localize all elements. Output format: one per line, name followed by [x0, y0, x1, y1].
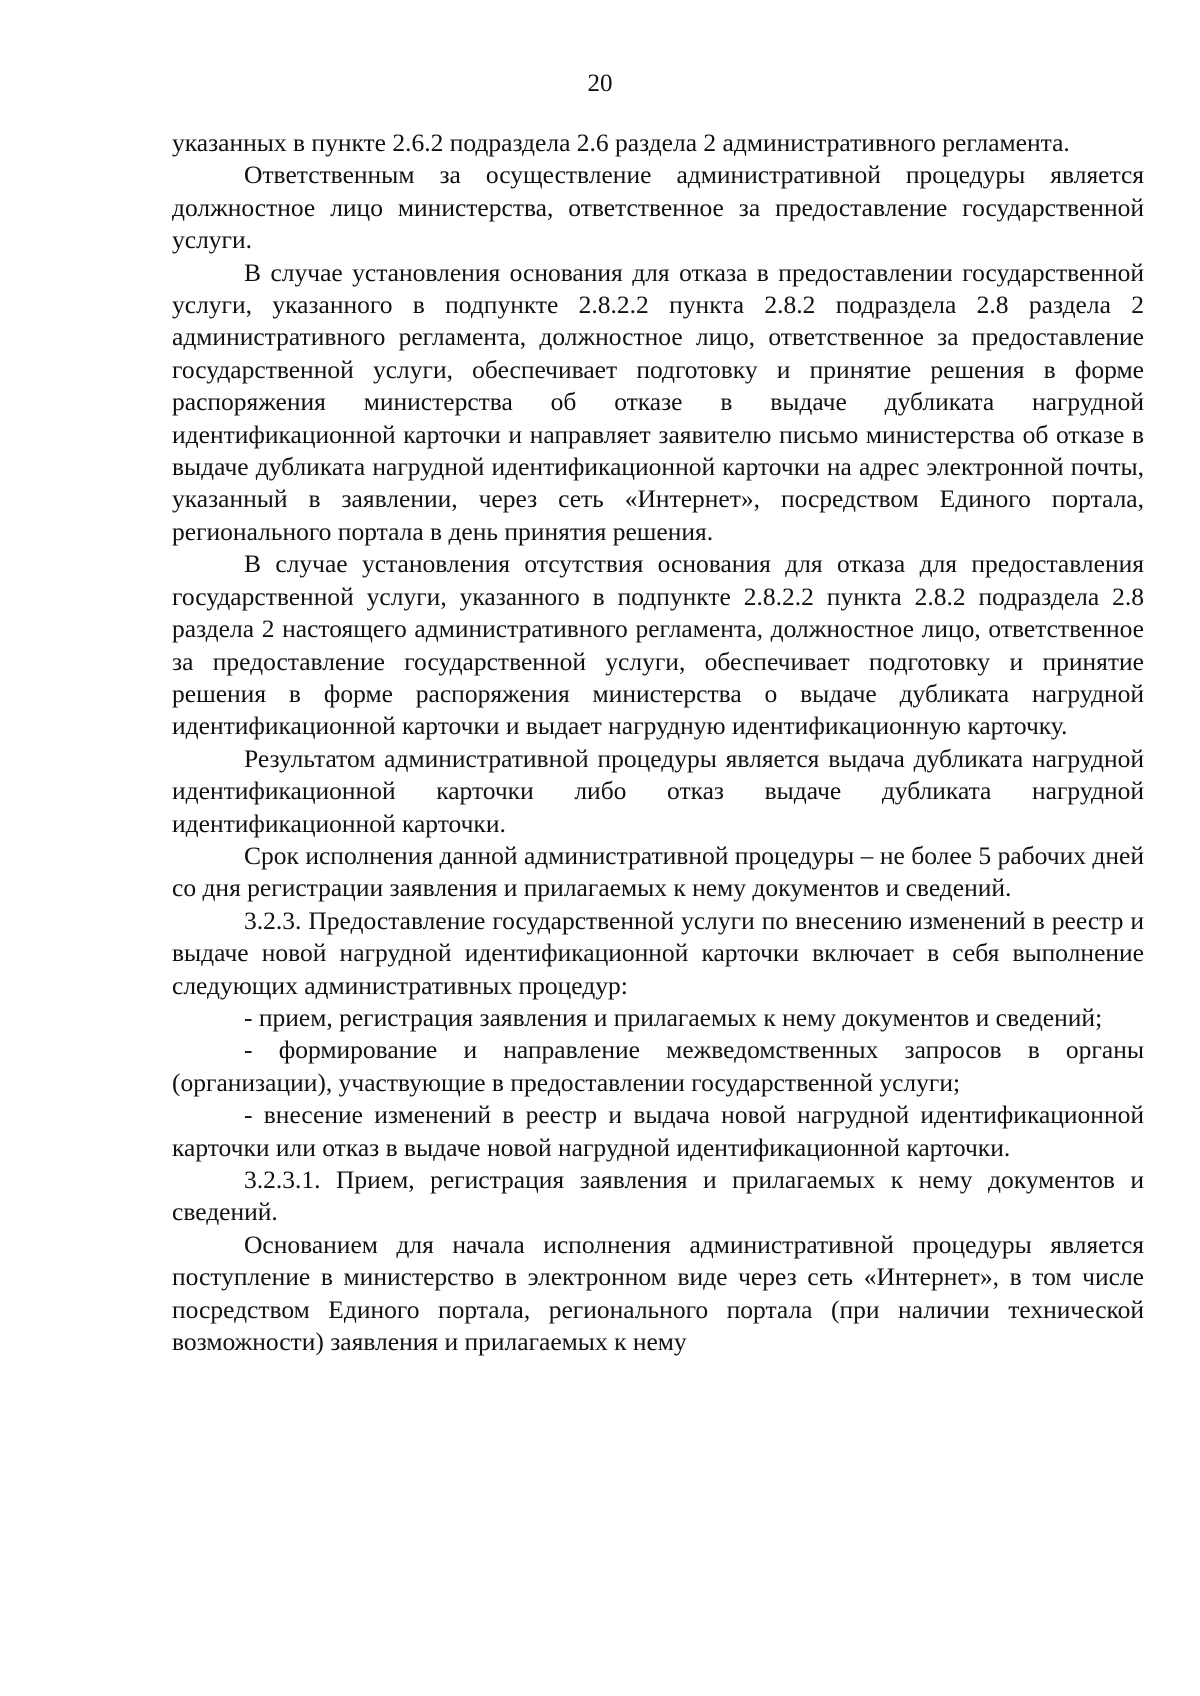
paragraph-section-3-2-3: 3.2.3. Предоставление государственной услуги по внесению изменений в реестр и выдаче новой нагрудной идентификационной карточки включает в себя выполнение следующих административных процедур:	[172, 905, 1144, 1000]
list-item: - внесение изменений в реестр и выдача новой нагрудной идентификационной карточки или отказ в выдаче новой нагрудной идентификационной карточки.	[172, 1100, 1144, 1162]
paragraph-continuation: указанных в пункте 2.6.2 подраздела 2.6 раздела 2 административного регламента.	[172, 128, 1070, 157]
document-body	[172, 127, 1144, 1358]
paragraph-responsible-person: Ответственным за осуществление административной процедуры является должностное лицо министерства, ответственное за предоставление государственной услуги.	[172, 160, 1144, 255]
page-number: 20	[587, 70, 613, 97]
paragraph-refusal-case: В случае установления основания для отказа в предоставлении государственной услуги, указанного в подпункте 2.8.2.2 пункта 2.8.2 подраздела 2.8 раздела 2 административного регламента, должностное лицо, ответственное за предоставление государственной услуги, обеспечивает подготовку и принятие решения в форме распоряжения министерства об отказе в выдаче дубликата нагрудной идентификационной карточки и направляет заявителю письмо министерства об отказе в выдаче дубликата нагрудной идентификационной карточки на адрес электронной почты, указанный в заявлении, через сеть «Интернет», посредством Единого портала, регионального портала в день принятия решения.	[172, 257, 1144, 546]
paragraph-issue-case: В случае установления отсутствия основания для отказа для предоставления государственной услуги, указанного в подпункте 2.8.2.2 пункта 2.8.2 подраздела 2.8 раздела 2 настоящего административного регламента, должностное лицо, ответственное за предоставление государственной услуги, обеспечивает подготовку и принятие решения в форме распоряжения министерства о выдаче дубликата нагрудной идентификационной карточки и выдает нагрудную идентификационную карточку.	[172, 549, 1144, 741]
list-item: - формирование и направление межведомственных запросов в органы (организации), участвующие в предоставлении государственной услуги;	[172, 1035, 1144, 1097]
paragraph-deadline: Срок исполнения данной административной процедуры – не более 5 рабочих дней со дня регистрации заявления и прилагаемых к нему документов и сведений.	[172, 840, 1144, 903]
list-item: - прием, регистрация заявления и прилагаемых к нему документов и сведений;	[244, 1002, 1103, 1032]
paragraph-section-3-2-3-1: 3.2.3.1. Прием, регистрация заявления и прилагаемых к нему документов и сведений.	[172, 1165, 1144, 1227]
paragraph-result: Результатом административной процедуры является выдача дубликата нагрудной идентификационной карточки либо отказ выдаче дубликата нагрудной идентификационной карточки.	[172, 743, 1144, 838]
paragraph-grounds: Основанием для начала исполнения административной процедуры является поступление в министерство в электронном виде через сеть «Интернет», в том числе посредством Единого портала, регионального портала (при наличии технической возможности) заявления и прилагаемых к нему	[172, 1229, 1144, 1357]
